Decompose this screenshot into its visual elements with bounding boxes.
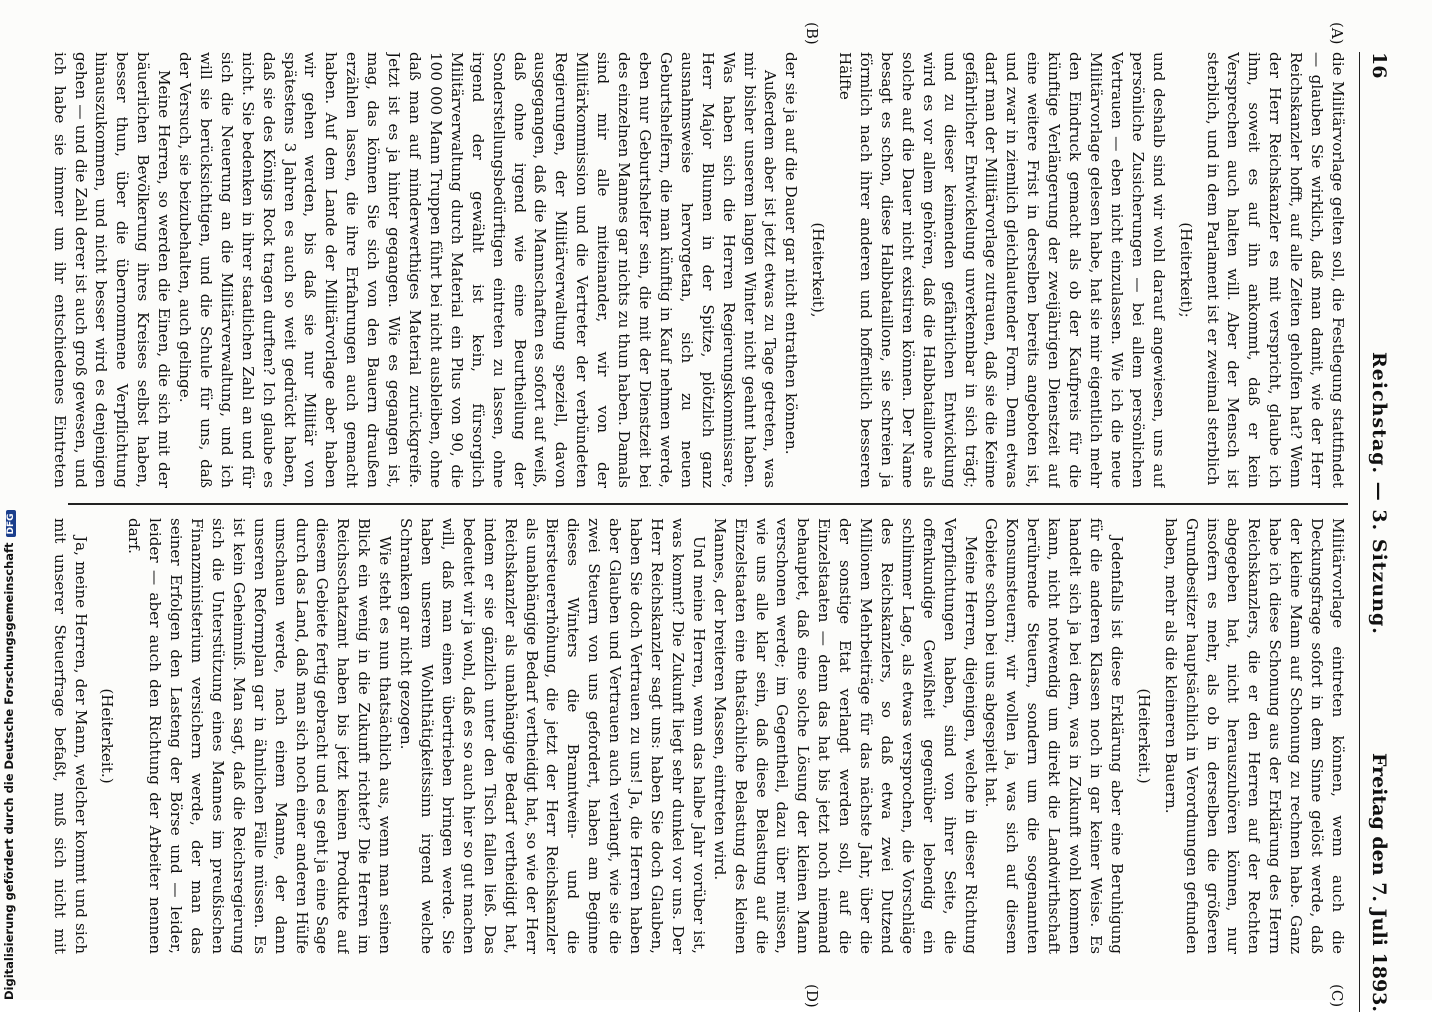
margin-marker-b: (B) [803,22,821,45]
interjection: (Heiterkeit); [1176,222,1195,318]
footer-credit-text: Digitalisierung gefördert durch die Deutsche Forschungsgemeinschaft [2,542,16,1000]
page-title: Reichstag. — 3. Sitzung. [1368,352,1390,635]
paragraph: Und meine Herren, wenn das halbe Jahr vorüber ist, was kommt? Die Zukunft liegt sehr dunkel vor uns. Der Herr Reichskanzler sagt uns: haben Sie doch Glauben, haben Sie doch Vertrauen zu uns! Ja, die Herren haben aber Glauben und Vertrauen auch verlangt, wie sie die zwei Steuern von uns gefordert, haben am Beginne dieses Winters die Branntwein- und die Biersteuererhöhung, die jetzt der Herr Reichskanzler als unabhängige Bedarf vertheidigt hat, so wie der Herr Reichskanzler als unabhängige Bedarf vertheidigt hat, indem er sie gänzlich unter den Tisch fallen ließ. Das bedeutet wir ja wohl, daß es so auch hier so gut machen will, daß man einen übertrieben bringen werde. Sie haben unserem Wohlthätigkeitssinn irgend welche Schranken gar nicht gezogen. [397,518,708,954]
header-rule [1359,52,1360,1012]
paragraph: Jedenfalls ist diese Erklärung aber eine Beruhigung für die anderen Klassen noch in gar keiner Weise. Es handelt sich ja bei dem, was in Zukunft wohl kommen kann, nicht notwendig um direkt die Landwirthschaft berührende Steuern, sondern um die sogenannten Konsumsteuern; wir wollen ja, was sich auf diesem Gebiete schon bei uns abgespielt hat. [982,518,1126,954]
page-header [1356,52,1396,1012]
left-column [48,52,1348,488]
paragraph: Außerdem aber ist jetzt etwas zu Tage getreten, was mir bisher unserem langen Winter nicht geahnt haben. Was haben sich die Herren Regierungskommissare, Herr Major Blumen in der Spitze, plötzlich ganz ausnahmsweise hervorgetan, sich zu neuen Geburtshelfern, die man künftig in Kauf nehmen werde, eben nur Geburtshelfer sein, die mit der Dienstzeit bei des einzelnen Mannes gar nichts zu thun haben. Damals sind mir alle miteinander, wir von der Militärkommission und die Vertreter der verbündeten Regierungen, der Militärverwaltung speziell, davon ausgegangen, daß die Mannschaften es sofort auf weiß, daß ohne irgend wie eine Beurtheilung der Sonderstellungsbedürftigen eintreten zu lassen, ohne irgend der gewählt ist kein, fürsorglich Militärverwaltung durch Material ein Plus von 90, die 100 000 Mann Truppen führt bei nicht ausbleiben, ohne daß man auf minderwerthiges Material zurückgreife. Jetzt ist es ja hinter gegangen. Wie es gegangen ist, mag, das können Sie sich von den Bauern draußen erzählen lassen, die ihre Erfahrungen auch gemacht haben. Auf dem Lande der Militärvorlage aber haben wir gehen werden, bis daß sie nur Militär von spätestens 3 Jahren es auch so weit gedrückt haben, daß sie des Königs Rock tragen durften? Ich glaube es nicht. Sie bedenken in ihrer staatlichen Zahl an und für sich die Neuerung an die Militärverwaltung, und ich will sie berücksichtigen, und die Schule für uns, daß der Versuch, sie beizubehalten, auch gelinge. [176,52,780,488]
margin-marker-c: (C) [1328,984,1346,1008]
right-column [48,518,1348,954]
footer-strip [2,513,24,1000]
rotated-sheet [30,22,1396,1012]
margin-marker-a: (A) [1328,22,1346,45]
paragraph: Meine Herren, so werden die Einen, die sich mit der bäuerlichen Bevölkerung ihres Kreises selbst haben, besser thun, über die übernommene Verpflichtung hinauszukommen, und nicht besser wird es denjenigen gehen — und die Zahl derer ist auch groß gewesen, und ich habe sie immer um ihr entschiedenes Eintreten [50,52,174,488]
paragraph: Meine Herren, diejenigen, welche in dieser Richtung Verpflichtungen haben, sind von ihrer Seite, die offenkundige Gewißheit gegenüber lebendig ein schlimmer Lage, als etwas versprochen, die Vorschläge des Reichskanzlers, so daß etwa zwei Dutzend Millionen Mehrbeiträge für das nächste Jahr, über die der sonstige Etat verlangt werden soll, auf die Einzelstaaten — denn das hat bis jetzt noch niemand behauptet, daß eine solche Lösung der kleinen Mann verschonen werde; im Gegentheil, dazu über müssen, wie uns alle klar sein, daß diese Belastung auf die Einzelstaaten eine thatsächliche Belastung des kleinen Mannes, der breiteren Massen, eintreten wird. [710,518,980,954]
interjection: (Heiterkeit), [809,222,828,318]
paragraph: Militärvorlage eintreten können, wenn auch die Deckungsfrage sofort in dem Sinne gelöst werde, daß der kleine Mann auf Schonung zu rechnen habe. Ganz habe ich diese Schonung aus der Erklärung des Herrn Reichskanzlers, die er den Herren auf der Rechten abgegeben hat, nicht herauszuhören können, nur insofern es mehr, als ob in derselben die größeren Grundbesitzer hauptsächlich in Verordnungen gefunden haben, mehr als die kleineren Bauern. [1161,518,1347,954]
paragraph: die Militärvorlage gelten soll, die Festlegung stattfindet — glauben Sie wirklich, daß man damit, wie der Herr Reichskanzler hofft, auf alle Zeiten geholfen hat? Wenn der Herr Reichskanzler es mit verspricht, glaube ich ihm, soweit es auf ihn ankommt, daß er kein Versprechen auch halten will. Aber der Mensch ist sterblich, und in dem Parlament ist er zweimal sterblich [1203,52,1347,488]
page-number: 16 [1368,52,1390,79]
paragraph: Ja, meine Herren, der Mann, welcher kommt und sich mit unserer Steuerfrage befaßt, muß sich nicht mit [50,518,90,954]
margin-marker-d: (D) [803,984,821,1008]
paragraph: Wie steht es nun thatsächlich aus, wenn man seinen Blick ein wenig in die Zukunft richtet? Die Herren im Reichsschatzamt haben bis jetzt keinen Produkte auf diesem Gebiete fertig gebracht und es geht ja eine Sage durch das Land, daß man sich noch einer anderen Hülfe umschauen werde, nach einem Manne, der dann unseren Reformplan gar in ähnlichen Fälle müssen. Es ist kein Geheimniß. Man sagt, daß die Reichsregierung sich die Unterstützung eines Mannes im preußischen Finanzministerium versichern werde, der man das seiner Erfolgen den Lasteng der Börse und — leider, leider — aber auch den Richtung der Arbeiter nennen darf. [125,518,395,954]
dfg-logo-icon: DFG [6,510,16,537]
page-date: Freitag den 7. Juli 1893. [1368,752,1390,1012]
interjection: (Heiterkeit.) [98,688,117,784]
footer-credit [2,513,20,1000]
paragraph: und deshalb sind wir wohl darauf angewiesen, uns auf persönliche Zusicherungen — bei allem persönlichen Vertrauen — eben nicht einzulassen. Wie ich die neue Militärvorlage gelesen habe, hat sie mir eigentlich mehr den Eindruck gemacht als ob der Kaufpreis für die künftige Verlängerung der zweijährigen Dienstzeit auf eine weitere Frist in derselben bereits angeboten ist, und zwar in ziemlich gleichlautender Form. Denn etwas darf man der Militärvorlage zutrauen, daß sie die Keime gefährlicher Entwickelung unverkennbar in sich trägt; und zu dieser keimenden gefährlichen Entwicklung wird es vor allem gehören, daß die Halbbataillone als solche auf die Dauer nicht existiren können. Der Name besagt es schon, diese Halbbataillone, sie schreien ja förmlich nach ihrer anderen und hoffentlich besseren Hälfte [836,52,1168,488]
column-divider [68,503,1348,505]
paragraph: der sie ja auf die Dauer gar nicht entrathen können. [782,52,801,455]
interjection: (Heiterkeit.) [1134,688,1153,784]
